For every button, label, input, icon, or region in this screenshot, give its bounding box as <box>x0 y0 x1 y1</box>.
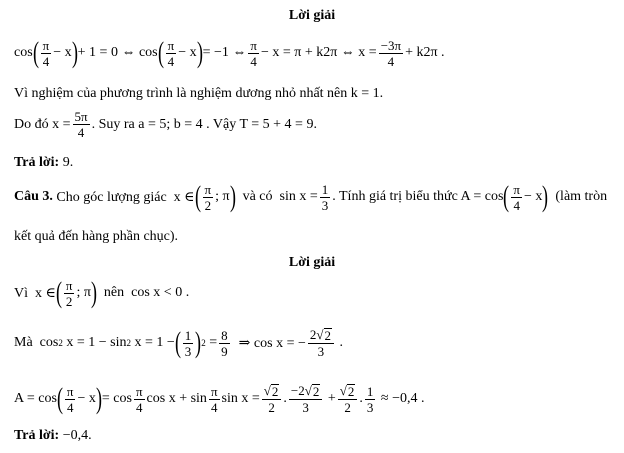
eq-text: − x <box>53 45 72 60</box>
fraction: $\frac{\pi}{2}$ <box>65 277 73 309</box>
fraction: √ 2 2 <box>338 384 358 414</box>
solution-step-2: Mà cos 2 x = 1 − sin 2 x = 1 − ( $\frac{1}{3}$ ) 2 = $\frac{8}{9}$ ⇒ cos x = − 2 √ 2 3 . <box>14 326 343 359</box>
s1-text: Vì x ∈ <box>14 285 56 301</box>
answer-1 <box>14 155 73 171</box>
q3-text: (làm tròn <box>548 189 608 204</box>
fraction: $\frac{1}{3}$ <box>321 181 329 213</box>
eq-text: + 1 = 0 ⇔ cos <box>77 45 158 60</box>
s1-text: nên cos x < 0 . <box>96 285 190 300</box>
fraction: $\frac{5\pi}{4}$ <box>74 109 88 140</box>
q3-text: và có sin x = <box>235 189 318 204</box>
answer-label: Trả lời: <box>14 428 60 443</box>
paren-close: ) <box>195 326 202 359</box>
paren-close: ) <box>71 36 78 69</box>
s3-text: . <box>283 391 287 406</box>
paragraph-reason: Vì nghiệm của phương trình là nghiệm dương nhỏ nhất nên k = 1. <box>14 86 384 101</box>
fraction: $\frac{\pi}{4}$ <box>513 181 520 213</box>
question-label: Câu 3. <box>14 189 53 204</box>
s3-text: − x <box>77 391 96 406</box>
s2-text: x = 1 − sin <box>62 335 127 350</box>
paren-open: ( <box>56 382 63 415</box>
fraction: $\frac{8}{9}$ <box>221 327 228 359</box>
fraction: $\frac{\pi}{4}$ <box>42 37 50 69</box>
paren-close: ) <box>95 382 102 415</box>
paren-open: ( <box>174 326 181 359</box>
fraction: $\frac{\pi}{4}$ <box>210 383 218 415</box>
s3-text: + <box>324 391 336 406</box>
s3-text: A = cos <box>14 391 57 406</box>
sqrt-icon: √ <box>316 327 324 342</box>
q3-text: . Tính giá trị biểu thức A = cos <box>332 189 504 204</box>
eq-text: = −1 ⇔ <box>202 45 247 60</box>
fraction: −2 √ 2 3 <box>289 384 322 414</box>
paren-open: ( <box>157 36 164 69</box>
s2-text: x = 1 − <box>130 335 175 350</box>
equation-line-1 <box>14 38 445 68</box>
answer-label: Trả lời: <box>14 155 60 170</box>
fraction: √ 2 2 <box>262 384 282 414</box>
q3-text: Cho góc lượng giác x ∈ <box>52 189 195 205</box>
sqrt-icon: √ <box>304 383 312 398</box>
solution-heading-2: Lời giải <box>288 255 336 270</box>
solution-heading-1: Lời giải <box>288 8 336 23</box>
q3-text: − x <box>523 189 543 204</box>
sqrt-icon: √ <box>339 383 347 398</box>
answer-value: −0,4. <box>59 428 92 443</box>
answer-2 <box>14 428 92 444</box>
fraction: $\frac{\pi}{4}$ <box>66 383 74 415</box>
s1-text: ; π <box>76 285 91 300</box>
fraction: $\frac{\pi}{4}$ <box>167 37 175 69</box>
s2-text: . <box>336 335 343 350</box>
solution-step-1 <box>14 278 189 308</box>
fraction: $\frac{-3\pi}{4}$ <box>380 37 402 69</box>
s2-text: = <box>205 335 218 350</box>
paren-close: ) <box>542 180 549 213</box>
q3-text: ; π <box>215 189 230 204</box>
solution-step-3 <box>14 384 425 414</box>
s3-text: . <box>359 391 363 406</box>
p3-text: . Suy ra a = 5; b = 4 . Vậy T = 5 + 4 = 9. <box>91 116 317 132</box>
p3-text: Do đó x = <box>14 116 71 132</box>
s3-text: cos x + sin <box>146 391 207 406</box>
s2-text: Mà cos <box>14 335 59 350</box>
question-3 <box>14 182 607 212</box>
question-3-line-2: kết quả đến hàng phần chục). <box>14 229 179 244</box>
answer-value: 9. <box>59 155 74 170</box>
paren-open: ( <box>503 180 510 213</box>
fraction: $\frac{1}{3}$ <box>184 327 192 359</box>
fraction: $\frac{\pi}{4}$ <box>250 37 257 69</box>
paren-close: ) <box>196 36 203 69</box>
paren-open: ( <box>194 180 201 213</box>
eq-text: + k2π . <box>405 45 445 60</box>
paren-open: ( <box>32 36 39 69</box>
eq-text: − x <box>178 45 197 60</box>
paren-close: ) <box>229 180 236 213</box>
paren-open: ( <box>55 276 62 309</box>
sqrt-icon: √ <box>263 383 271 398</box>
fraction: $\frac{\pi}{4}$ <box>135 383 143 415</box>
paren-close: ) <box>90 276 97 309</box>
fraction: 2 √ 2 3 <box>308 328 334 358</box>
fraction: $\frac{1}{3}$ <box>366 383 374 415</box>
s3-text: = cos <box>101 391 132 406</box>
s3-text: sin x = <box>221 391 260 406</box>
eq-text: − x = π + k2π ⇔ x = <box>260 45 377 60</box>
paragraph-conclusion <box>14 110 317 139</box>
eq-text: cos <box>14 45 33 60</box>
fraction: $\frac{\pi}{2}$ <box>204 181 212 213</box>
s2-text: ⇒ cos x = − <box>231 335 306 351</box>
s3-text: ≈ −0,4 . <box>377 391 425 406</box>
